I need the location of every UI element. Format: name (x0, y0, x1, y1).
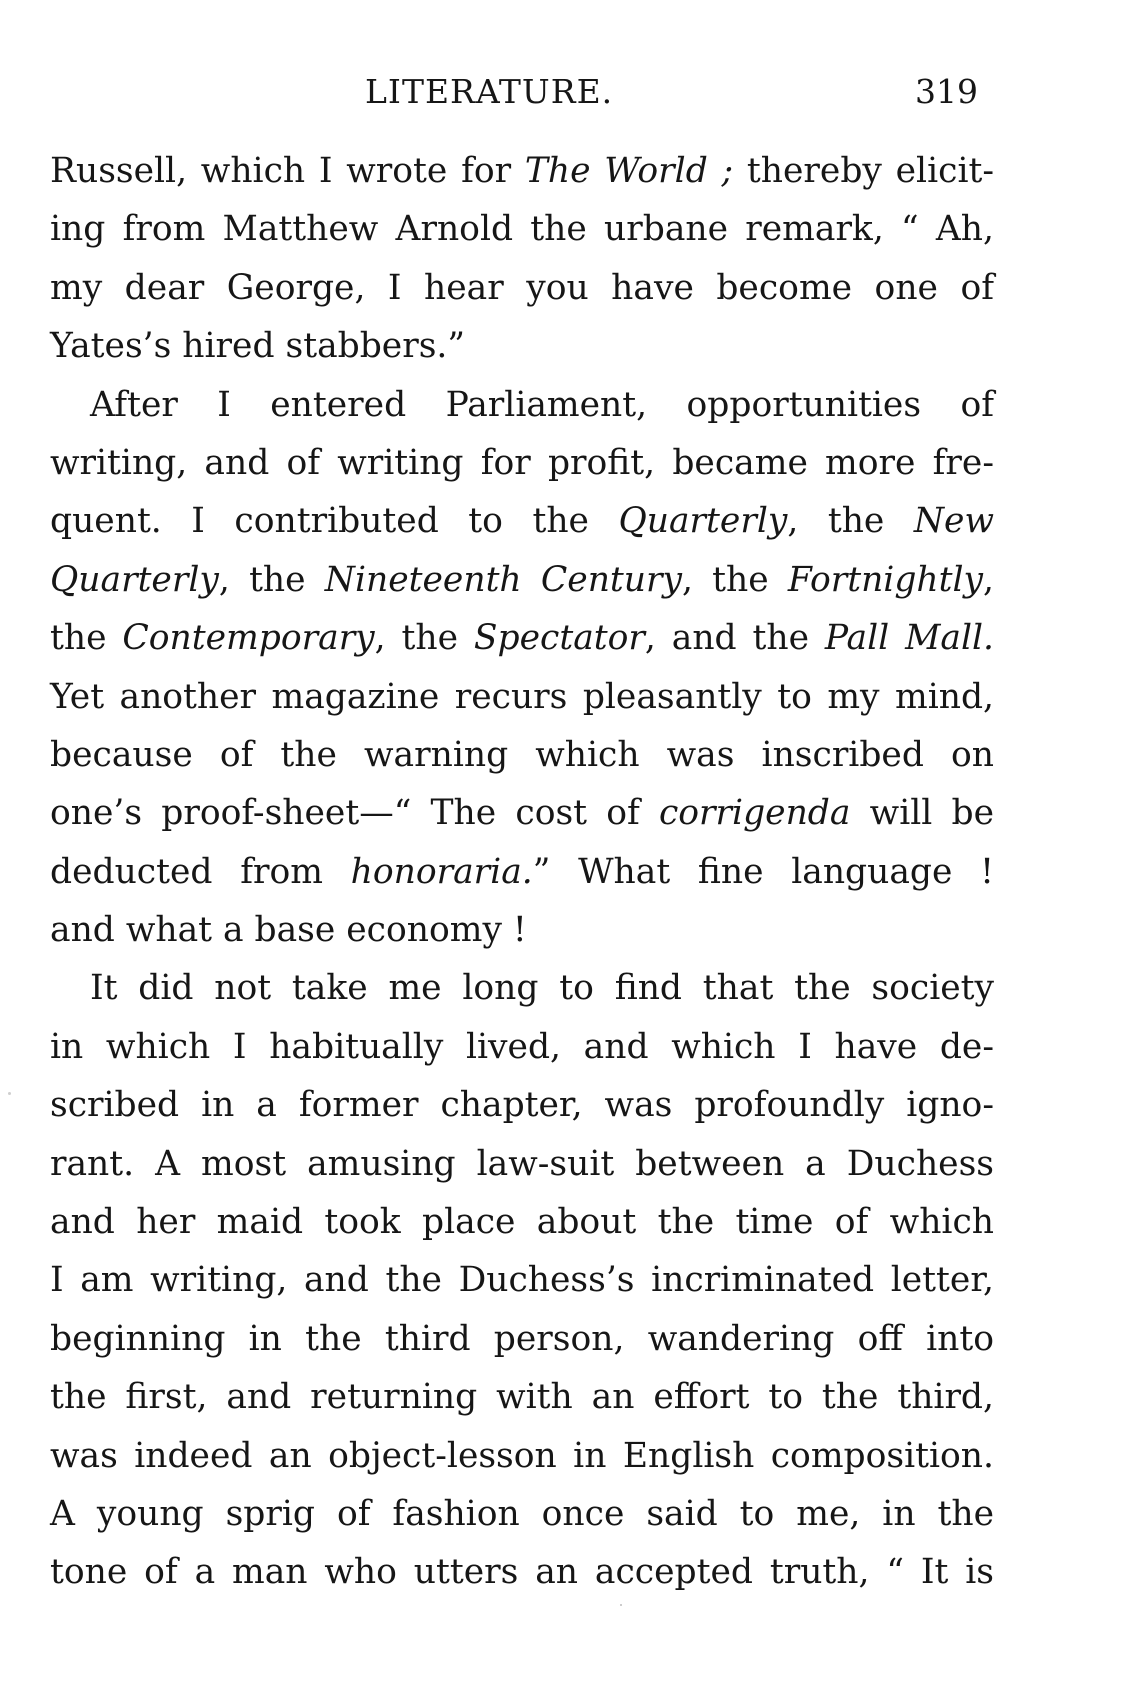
text-run: thereby elicit- (733, 151, 995, 191)
text-line (50, 668, 994, 726)
italic-phrase: Contemporary (122, 618, 375, 659)
italic-phrase: honoraria. (350, 851, 533, 892)
italic-phrase: Quarterly (618, 501, 788, 542)
text-run: It did not take me long to find that the society (90, 968, 994, 1009)
text-run: my dear George, I hear you have become one of (50, 267, 994, 308)
text-line (50, 726, 994, 784)
text-run: , the (681, 559, 788, 600)
text-run: , (983, 559, 994, 600)
text-run: , and the (644, 618, 825, 659)
text-run: one’s proof-sheet—“ The cost of (50, 793, 659, 834)
text-line (50, 1251, 994, 1309)
italic-phrase: The World ; (524, 151, 734, 191)
text-line (50, 200, 994, 258)
text-line (50, 492, 994, 550)
text-run: , the (787, 501, 914, 542)
text-run: and what a base economy ! (50, 910, 527, 951)
text-line (50, 317, 994, 375)
text-run: Yates’s hired stabbers.” (50, 326, 466, 367)
text-run: rant. A most amusing law-suit between a Duchess (50, 1143, 994, 1184)
text-line (50, 959, 994, 1017)
text-line (50, 901, 994, 959)
text-run: Russell, which I wrote for (50, 151, 525, 191)
text-run: will be (850, 793, 994, 834)
text-run: A young sprig of fashion once said to me, in the (50, 1493, 994, 1534)
text-line (50, 1310, 994, 1368)
text-run: , the (218, 559, 325, 600)
running-title: LITERATURE. (365, 72, 614, 111)
running-head (0, 72, 1128, 122)
text-line (50, 843, 994, 901)
text-run: and her maid took place about the time of which (50, 1202, 994, 1243)
paper-speck (620, 1604, 622, 1606)
text-run: because of the warning which was inscribed on (50, 734, 994, 775)
text-line (50, 1018, 994, 1076)
text-line (50, 376, 994, 434)
text-run: tone of a man who utters an accepted truth, “ It is (50, 1552, 994, 1593)
text-run: ” What fine language ! (532, 851, 994, 892)
text-line (50, 1427, 994, 1485)
text-run: writing, and of writing for profit, became more fre- (50, 442, 994, 483)
page-number: 319 (915, 72, 978, 111)
text-line (50, 1076, 994, 1134)
text-line (50, 1368, 994, 1426)
paper-speck (8, 1092, 11, 1095)
text-line (50, 609, 994, 667)
text-run: the (50, 618, 123, 659)
text-run: the first, and returning with an effort to the third, (50, 1377, 994, 1418)
text-line (50, 784, 994, 842)
text-line (50, 259, 994, 317)
text-run: was indeed an object-lesson in English composition. (50, 1435, 994, 1476)
text-line (50, 434, 994, 492)
text-run: beginning in the third person, wandering off into (50, 1318, 994, 1359)
italic-phrase: Pall Mall. (824, 618, 994, 659)
text-run: in which I habitually lived, and which I have de- (50, 1026, 994, 1067)
italic-phrase: Spectator (473, 618, 645, 659)
text-line (50, 1543, 994, 1601)
text-line (50, 1193, 994, 1251)
text-line (50, 551, 994, 609)
italic-phrase: Nineteenth Century (324, 559, 682, 600)
text-run: I am writing, and the Duchess’s incriminated letter, (50, 1260, 994, 1301)
italic-phrase: corrigenda (658, 793, 851, 834)
text-run: scribed in a former chapter, was profoundly igno- (50, 1085, 994, 1126)
italic-phrase: Quarterly (50, 559, 219, 600)
text-run: After I entered Parliament, opportunities of (90, 384, 994, 425)
text-line (50, 1485, 994, 1543)
italic-phrase: New (913, 501, 994, 542)
text-run: deducted from (50, 851, 351, 892)
text-run: quent. I contributed to the (50, 501, 619, 542)
body-text (50, 142, 994, 1602)
text-run: , the (374, 618, 474, 659)
text-run: ing from Matthew Arnold the urbane remark, “ Ah, (50, 209, 994, 250)
text-run: Yet another magazine recurs pleasantly to my mind, (50, 676, 994, 717)
text-line (50, 1135, 994, 1193)
italic-phrase: Fortnightly (787, 559, 984, 600)
text-line (50, 142, 994, 200)
